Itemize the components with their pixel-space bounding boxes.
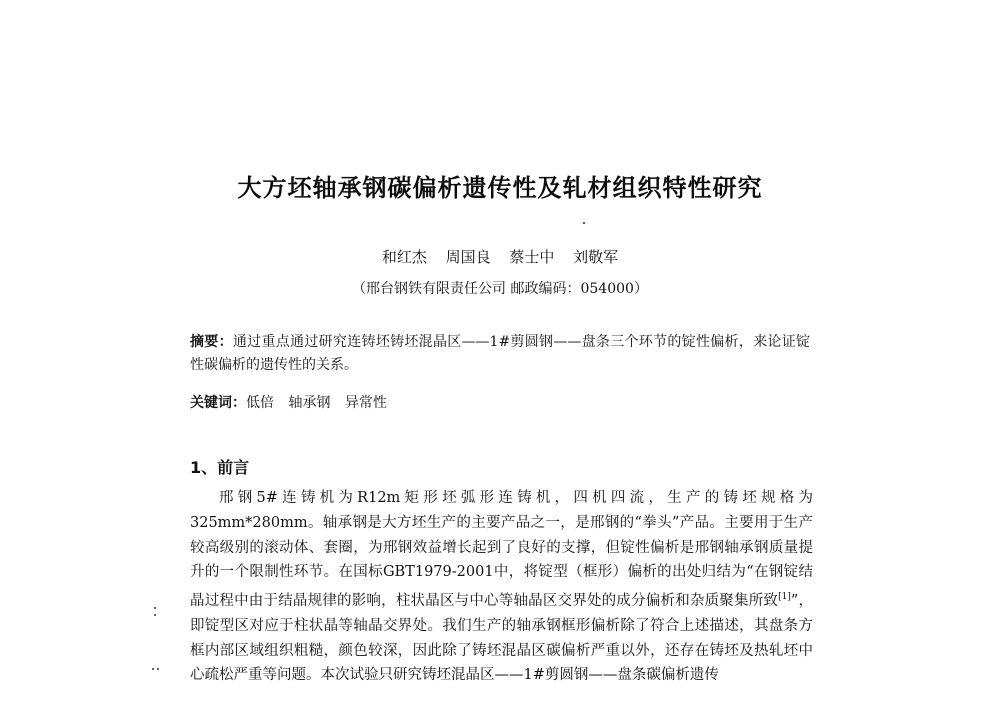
paragraph-text-part2: ”，即锭型区对应于柱状晶等轴晶交界处。我们生产的轴承钢框形偏析除了符合上述描述，其盘条方框内部区域组织粗糙，颜色较深，因此除了铸坯混晶区碳偏析严重以外，还存在铸坯及热轧坯中心疏松严重等问题。本次试验只研究铸坯混晶区——1#剪圆钢——盘条碳偏析遗传 [190, 593, 813, 684]
abstract-text: 通过重点通过研究连铸坯铸坯混晶区——1#剪圆钢——盘条三个环节的锭性偏析，来论证锭性碳偏析的遗传性的关系。 [190, 334, 810, 373]
scan-margin-dot [152, 668, 154, 670]
section-heading-introduction: 1、前言 [190, 458, 250, 477]
citation-marker: [1] [778, 592, 791, 603]
paper-title: 大方坯轴承钢碳偏析遗传性及轧材组织特性研究 [237, 174, 763, 202]
scan-speck [583, 222, 585, 224]
abstract-block [190, 331, 810, 377]
keywords-block [190, 392, 810, 415]
introduction-paragraph [190, 486, 813, 688]
paragraph-text-part1: 邢钢5#连铸机为R12m矩形坯弧形连铸机，四机四流，生产的铸坯规格为325mm*280mm。轴承钢是大方坯生产的主要产品之一，是邢钢的“拳头”产品。主要用于生产较高级别的滚动体、套圈，为邢钢效益增长起到了良好的支撑，但锭性偏析是邢钢轴承钢质量提升的一个限制性环节。在国标GBT1979-2001中，将锭型（框形）偏析的出处归结为“在钢锭结晶过程中由于结晶规律的影响，柱状晶区与中心等轴晶区交界处的成分偏析和杂质聚集所致 [190, 490, 813, 610]
keywords-label: 关键词： [190, 395, 246, 411]
abstract-label: 摘要： [190, 334, 233, 350]
affiliation: （邢台钢铁有限责任公司 邮政编码：054000） [352, 281, 648, 297]
scan-margin-dot [154, 607, 156, 609]
keywords-text: 低倍 轴承钢 异常性 [246, 395, 387, 411]
author-list: 和红杰 周国良 蔡士中 刘敬军 [381, 248, 619, 266]
scan-margin-dot [157, 668, 159, 670]
scan-margin-dot [154, 614, 156, 616]
